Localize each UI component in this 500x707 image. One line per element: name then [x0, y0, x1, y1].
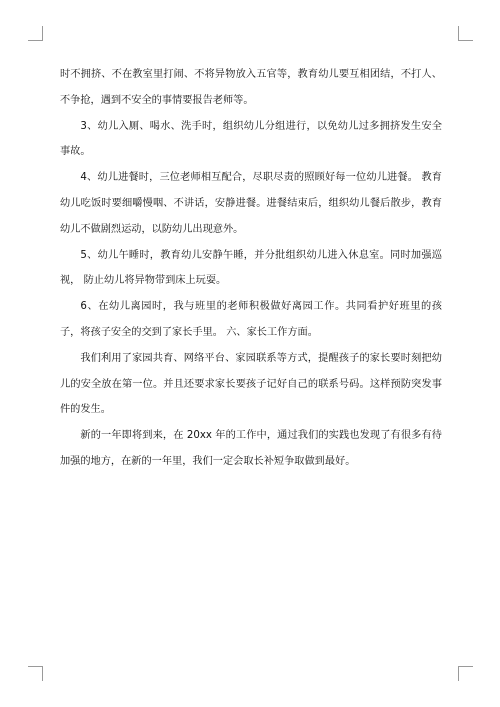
crop-mark-top-right	[458, 26, 473, 41]
paragraph-safety-education: 时不拥挤、不在教室里打闹、不将异物放入五官等，教育幼儿要互相团结，不打人、不争抢，遇到不安全的事情要报告老师等。	[60, 69, 442, 106]
paragraph-item-6: 6、在幼儿离园时，我与班里的老师积极做好离园工作。共同看护好班里的孩子，将孩子安全的交到了家长手里。 六、家长工作方面。	[60, 301, 442, 338]
crop-mark-bottom-right	[458, 666, 473, 681]
crop-mark-bottom-left	[28, 666, 43, 681]
paragraph-conclusion: 新的一年即将到来，在 20xx 年的工作中，通过我们的实践也发现了有很多有待加强的地方，在新的一年里，我们一定会取长补短争取做到最好。	[60, 430, 442, 467]
paragraph-item-4: 4、幼儿进餐时，三位老师相互配合，尽职尽责的照顾好每一位幼儿进餐。 教育幼儿吃饭时要细嚼慢咽、不讲话，安静进餐。进餐结束后，组织幼儿餐后散步，教育幼儿不做剧烈运动，以防幼儿出现意外。	[60, 172, 442, 235]
crop-mark-top-left	[28, 26, 43, 41]
paragraph-item-3: 3、幼儿入厕、喝水、洗手时，组织幼儿分组进行，以免幼儿过多拥挤发生安全事故。	[60, 120, 442, 158]
paragraph-parent-work: 我们利用了家园共育、网络平台、家园联系等方式，提醒孩子的家长要时刻把幼儿的安全放在第一位。并且还要求家长要孩子记好自己的联系号码。这样预防突发事件的发生。	[60, 352, 442, 416]
paragraph-item-5: 5、幼儿午睡时，教育幼儿安静午睡，并分批组织幼儿进入休息室。同时加强巡视， 防止幼儿将异物带到床上玩耍。	[60, 249, 442, 287]
document-body	[60, 62, 442, 475]
